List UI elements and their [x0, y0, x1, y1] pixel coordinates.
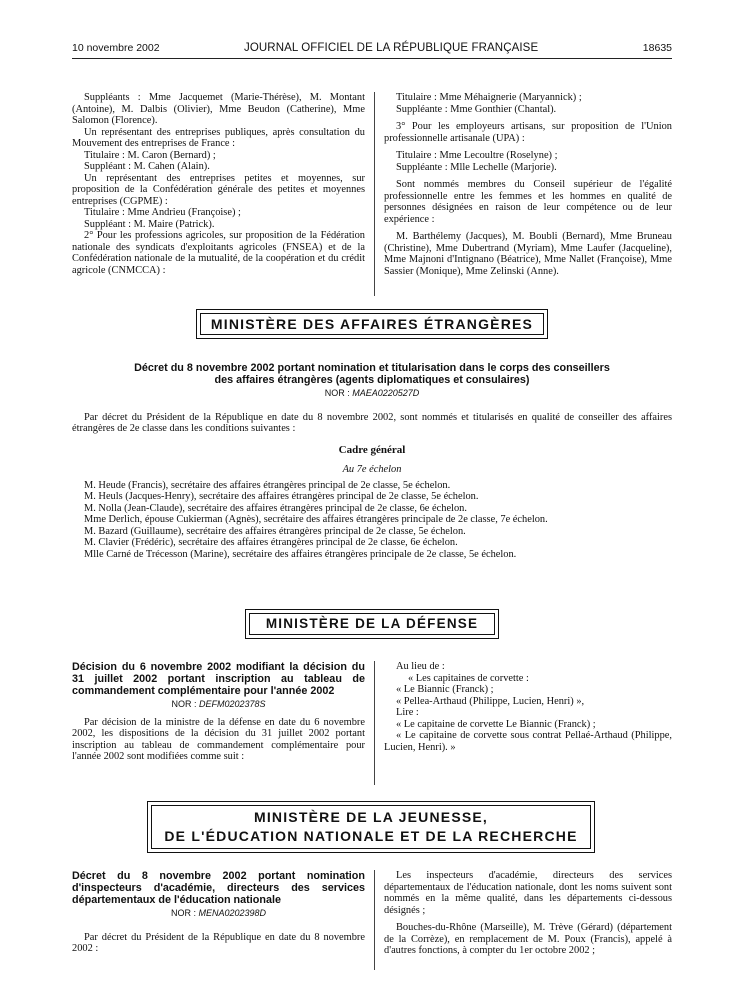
- ministry-heading: MINISTÈRE DES AFFAIRES ÉTRANGÈRES: [200, 313, 544, 335]
- decision-defense-left: [72, 661, 365, 763]
- paragraph: « Les capitaines de corvette :: [408, 672, 529, 684]
- journal-title: JOURNAL OFFICIEL DE LA RÉPUBLIQUE FRANÇAISE: [244, 42, 539, 54]
- echelon-heading: Au 7e échelon: [342, 464, 402, 475]
- nor-code: MAEA0220527D: [352, 388, 420, 398]
- nor-label: NOR :: [170, 908, 196, 918]
- paragraph: Lire :: [396, 707, 419, 718]
- list-item: Mlle Carné de Trécesson (Marine), secrétaire des affaires étrangères principale de 2e classe, 5e échelon.: [84, 548, 517, 560]
- paragraph: Bouches-du-Rhône (Marseille), M. Trève (Gérard) (département de la Corrèze), en remplacement de M. Poux (Francis), appelé à d'autres fonctions, à compter du 1er octobre 2002 ;: [384, 922, 672, 956]
- nor-code: DEFM0202378S: [198, 699, 266, 709]
- column-divider: [374, 92, 375, 296]
- list-item: Mme Derlich, épouse Cukierman (Agnès), secrétaire des affaires étrangères principale de 2e classe, 7e échelon.: [84, 514, 548, 525]
- paragraph: « Pellea-Arthaud (Philippe, Lucien, Henri) »,: [396, 695, 585, 707]
- decision-defense-right: [384, 661, 672, 753]
- paragraph: Suppléant : M. Cahen (Alain).: [84, 161, 210, 172]
- paragraph: Sont nommés membres du Conseil supérieur de l'égalité professionnelle entre les femmes et les hommes en qualité de personnes désignées en raison de leur compétence ou de leur expérience :: [384, 179, 672, 225]
- nor-reference: [72, 388, 672, 400]
- column-divider: [374, 870, 375, 970]
- decree-education-right: [384, 870, 672, 957]
- decision-title: Décision du 6 novembre 2002 modifiant la décision du 31 juillet 2002 portant inscription au tableau de commandement complémentaire pour l'année 2002: [72, 661, 365, 697]
- paragraph: Titulaire : Mme Andrieu (Françoise) ;: [84, 207, 241, 218]
- list-item: M. Clavier (Frédéric), secrétaire des affaires étrangères principal de 2e classe, 6e échelon.: [84, 537, 458, 548]
- decision-body: Par décision de la ministre de la défense en date du 6 novembre 2002, les dispositions de la décision du 31 juillet 2002 portant inscription au tableau de commandement complémentaire pour l'année 2002 sont modifiées comme suit :: [72, 716, 365, 762]
- list-item: M. Heuls (Jacques-Henry), secrétaire des affaires étrangères principal de 2e classe, 5e échelon.: [84, 491, 479, 502]
- page-number: 18635: [642, 42, 672, 54]
- paragraph: Les inspecteurs d'académie, directeurs des services départementaux de l'éducation nationale, dont les noms suivent sont nommés en la même qualité, dans les départements ci-dessous désignés ;: [384, 870, 672, 916]
- ministry-heading-box: [147, 801, 595, 853]
- ministry-heading-line: MINISTÈRE DE LA JEUNESSE,: [253, 809, 489, 825]
- ministry-heading-line: DE L'ÉDUCATION NATIONALE ET DE LA RECHERCHE: [164, 828, 578, 844]
- list-item: M. Heude (Francis), secrétaire des affaires étrangères principal de 2e classe, 5e échelon.: [84, 479, 451, 491]
- paragraph: Suppléante : Mme Gonthier (Chantal).: [396, 103, 557, 115]
- paragraph: « Le capitaine de corvette Le Biannic (Franck) ;: [396, 718, 596, 730]
- decree-title-line: Décret du 8 novembre 2002 portant nomination et titularisation dans le corps des conseillers: [134, 362, 610, 374]
- decree-body: Par décret du Président de la République en date du 8 novembre 2002 :: [72, 931, 365, 954]
- decree-affaires-etrangeres: [72, 362, 672, 560]
- paragraph: Suppléante : Mlle Lechelle (Marjorie).: [396, 161, 557, 173]
- top-right-column: [384, 92, 672, 277]
- nor-reference: [72, 908, 365, 920]
- header-rule: [72, 58, 672, 59]
- nor-label: NOR :: [324, 388, 350, 398]
- ministry-heading: [151, 805, 591, 849]
- paragraph: « Le Biannic (Franck) ;: [396, 684, 494, 695]
- cadre-heading: Cadre général: [338, 443, 406, 456]
- decree-intro: Par décret du Président de la République en date du 8 novembre 2002, sont nommés et titularisés en qualité de conseiller des affaires étrangères de 2e classe dans les conditions suivantes :: [72, 411, 672, 434]
- paragraph: Titulaire : Mme Lecoultre (Roselyne) ;: [396, 150, 558, 161]
- paragraph: Titulaire : Mme Méhaignerie (Maryannick) ;: [396, 92, 582, 103]
- paragraph: Suppléant : M. Maire (Patrick).: [84, 218, 215, 230]
- ministry-heading: MINISTÈRE DE LA DÉFENSE: [249, 613, 495, 635]
- nor-label: NOR :: [171, 699, 197, 709]
- nor-reference: [72, 699, 365, 711]
- header-date: 10 novembre 2002: [72, 42, 160, 54]
- paragraph: Un représentant des entreprises publiques, après consultation du Mouvement des entreprises de France :: [72, 126, 365, 149]
- list-item: M. Bazard (Guillaume), secrétaire des affaires étrangères principal de 2e classe, 5e échelon.: [84, 525, 466, 537]
- paragraph: Titulaire : M. Caron (Bernard) ;: [84, 149, 216, 161]
- paragraph: M. Barthélemy (Jacques), M. Boubli (Bernard), Mme Bruneau (Christine), Mme Dubertrand (Myriam), Mme Laufer (Jacqueline), Mme Majnoni d'Intignano (Béatrice), Mme Nallet (Françoise), Mme Sassier (Monique), Mme Zelinski (Anne).: [384, 231, 672, 277]
- top-left-column: [72, 92, 365, 276]
- nor-code: MENA0202398D: [198, 908, 267, 918]
- paragraph: « Le capitaine de corvette sous contrat Pellaé-Arthaud (Philippe, Lucien, Henri). »: [384, 730, 672, 753]
- decree-title: Décret du 8 novembre 2002 portant nomination d'inspecteurs d'académie, directeurs des services départementaux de l'éducation nationale: [72, 870, 365, 906]
- paragraph: 2° Pour les professions agricoles, sur proposition de la Fédération nationale des syndicats d'exploitants agricoles (FNSEA) et de la Confédération nationale de la mutualité, de la coopération et du crédit agricole (CNMCCA) :: [72, 230, 365, 276]
- ministry-heading-box: [245, 609, 499, 639]
- decree-title-line: des affaires étrangères (agents diplomatiques et consulaires): [214, 374, 530, 386]
- paragraph: Suppléants : Mme Jacquemet (Marie-Thérèse), M. Montant (Antoine), M. Dalbis (Olivier), Mme Beudon (Catherine), Mme Salomon (Florence).: [72, 92, 365, 126]
- paragraph: Un représentant des entreprises petites et moyennes, sur proposition de la Confédération générale des petites et moyennes entreprises (CGPME) :: [72, 172, 365, 207]
- appointee-list: [72, 480, 672, 561]
- ministry-heading-box: [196, 309, 548, 339]
- page-header: [72, 42, 672, 56]
- paragraph: 3° Pour les employeurs artisans, sur proposition de l'Union professionnelle artisanale (UPA) :: [384, 121, 672, 144]
- list-item: M. Nolla (Jean-Claude), secrétaire des affaires étrangères principal de 2e classe, 6e échelon.: [84, 502, 467, 514]
- column-divider: [374, 661, 375, 785]
- paragraph: Au lieu de :: [396, 661, 445, 672]
- decree-education-left: [72, 870, 365, 955]
